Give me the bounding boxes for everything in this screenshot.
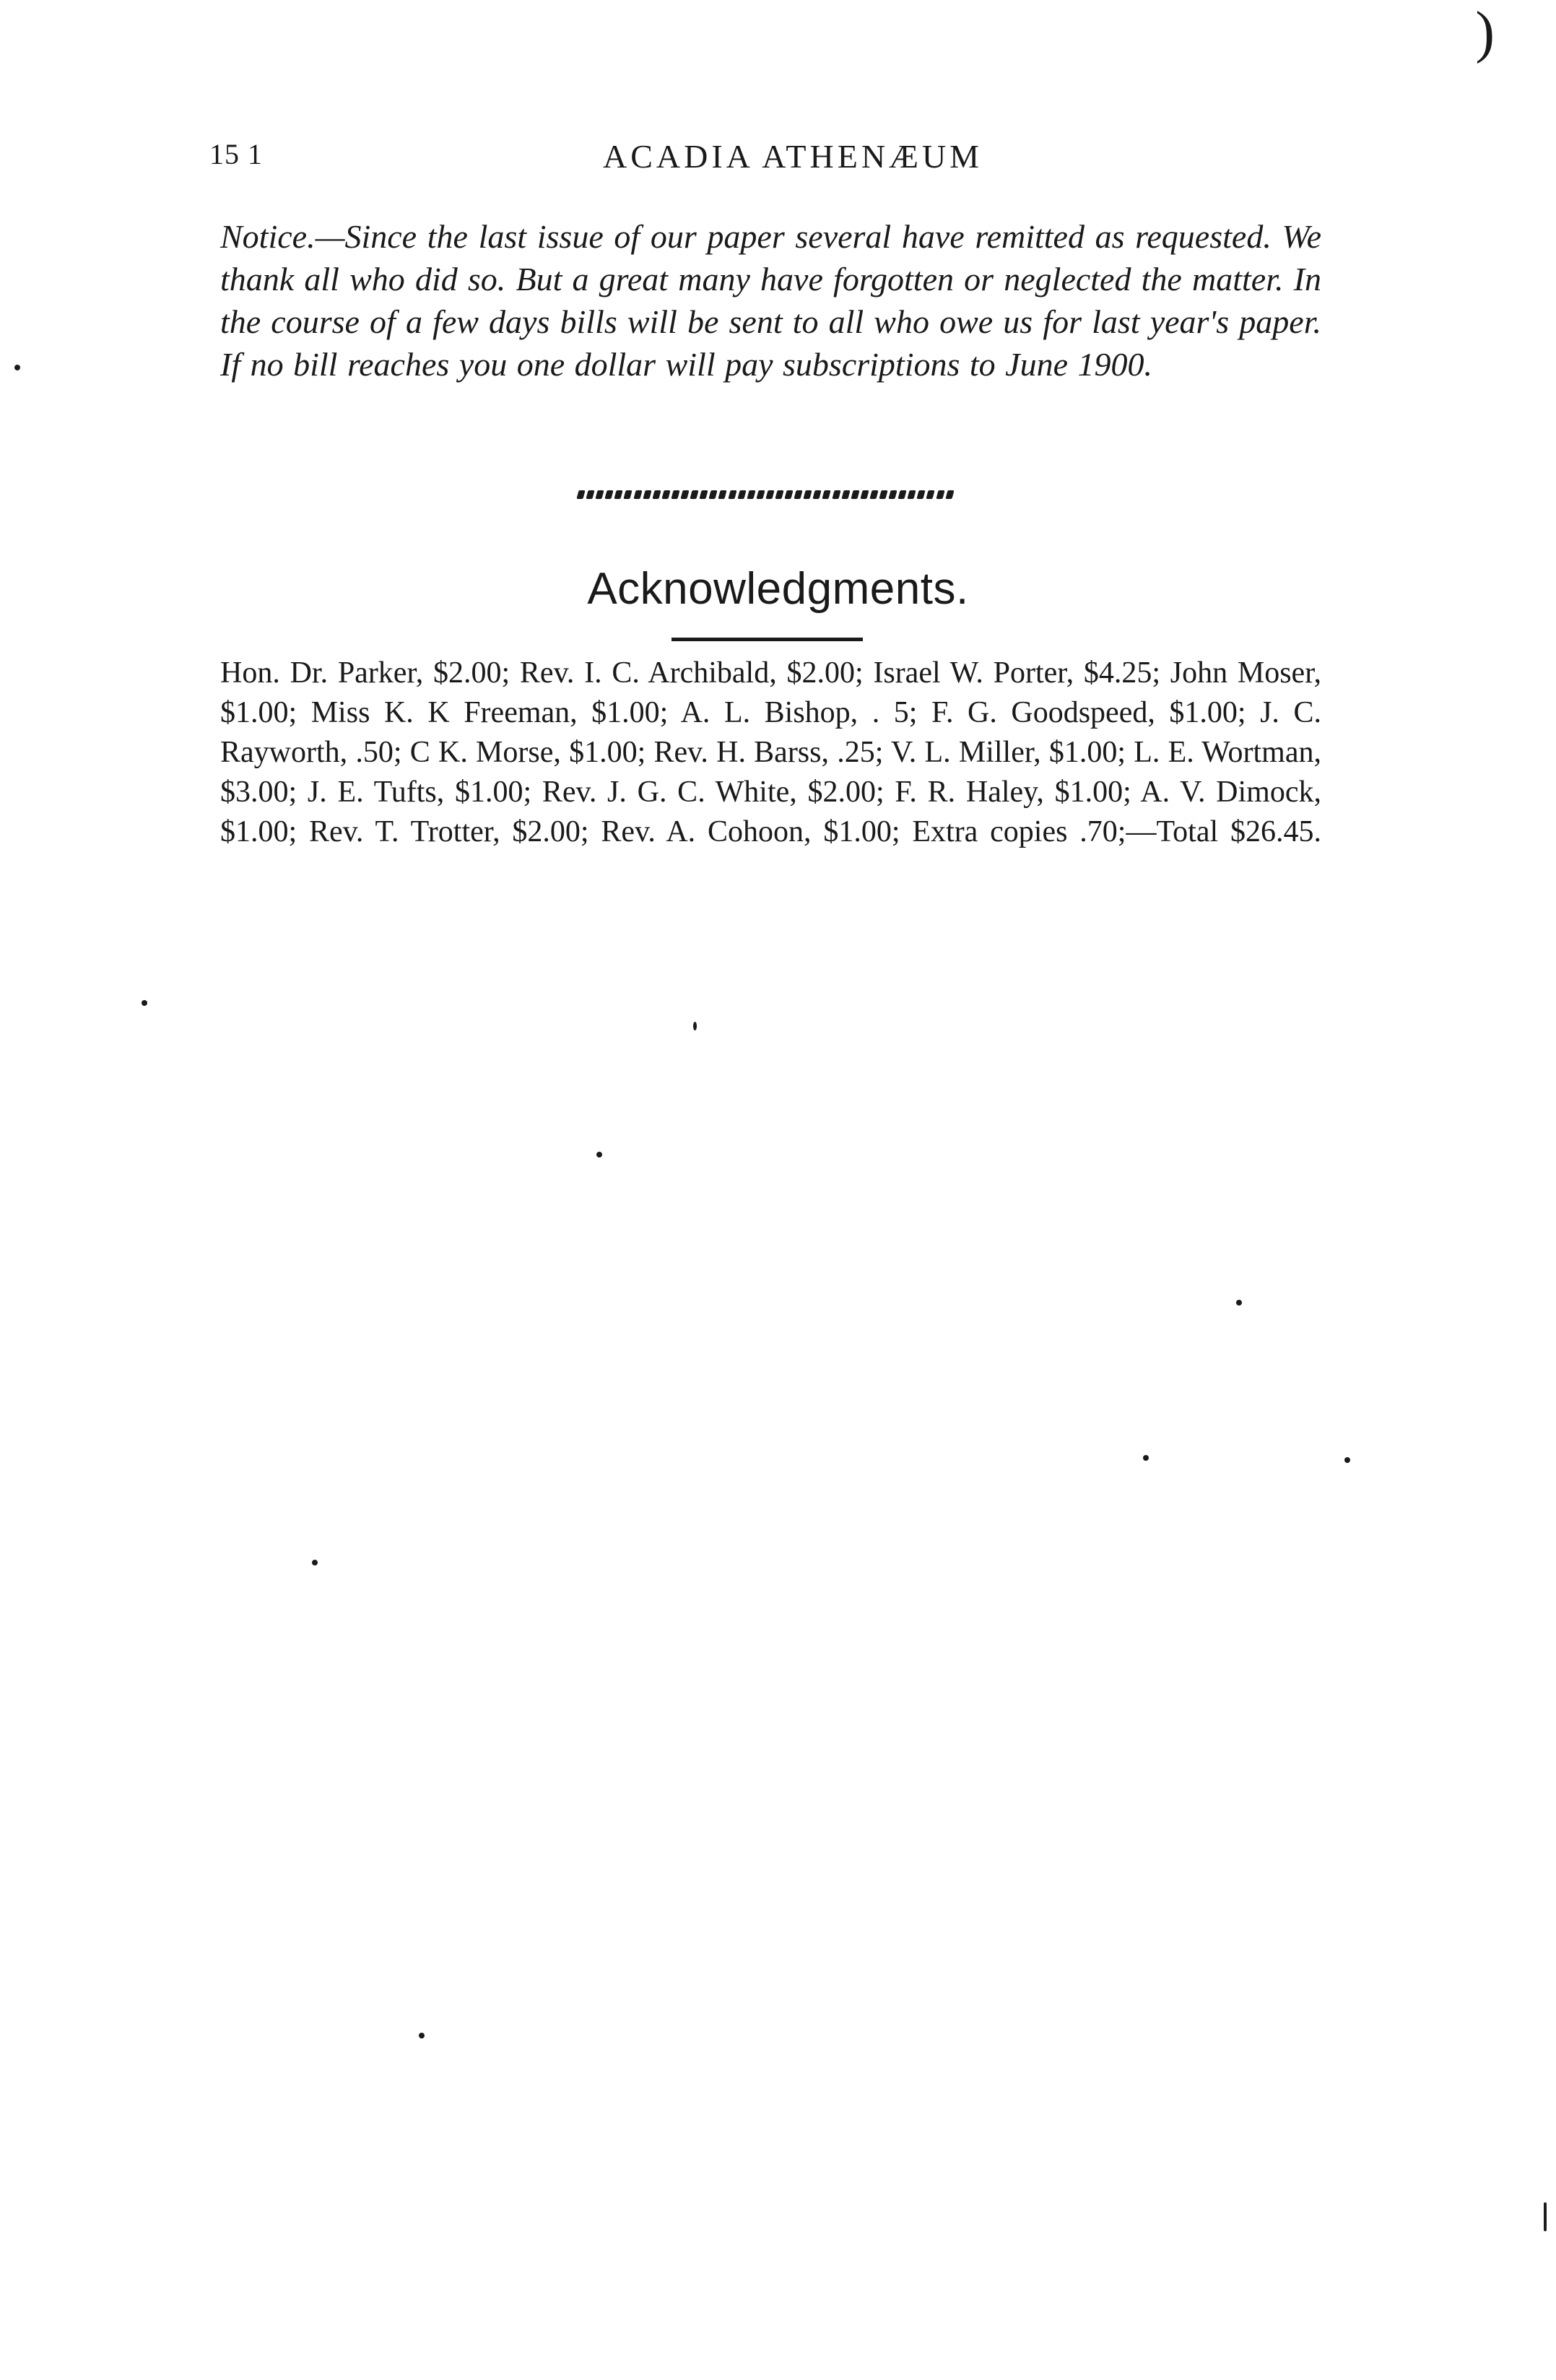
ornament-dot (898, 490, 907, 499)
ornament-dot (576, 490, 585, 499)
ornament-dot (841, 490, 850, 499)
ornament-dot (794, 490, 803, 499)
ornament-dot (728, 490, 736, 499)
ornament-dot (926, 490, 935, 499)
ornament-dot (747, 490, 755, 499)
heading-rule (671, 638, 863, 641)
ornament-dot (917, 490, 926, 499)
ornament-dot (643, 490, 651, 499)
ornament-dot (737, 490, 746, 499)
print-speck (1143, 1455, 1149, 1461)
acknowledgments-list: Hon. Dr. Parker, $2.00; Rev. I. C. Archibald, $2.00; Israel W. Porter, $4.25; John Moser, $1.00; Miss K. K Freeman, $1.00; A. L. Bishop, . 5; F. G. Goodspeed, $1.00; J. C. Rayworth, .50; C K. Morse, $1.00; Rev. H. Barss, .25; V. L. Miller, $1.00; L. E. Wortman, $3.00; J. E. Tufts, $1.00; Rev. J. G. C. White, $2.00; F. R. Haley, $1.00; A. V. Dimock, $1.00; Rev. T. Trotter, $2.00; Rev. A. Cohoon, $1.00; Extra copies .70;—Total $26.45. (220, 656, 1321, 848)
print-speck (14, 365, 20, 370)
margin-bracket-mark: ) (1475, 1, 1495, 64)
ornament-dot (813, 490, 822, 499)
print-speck (1344, 1457, 1350, 1463)
acknowledgments-heading: Acknowledgments. (587, 564, 969, 614)
notice-paragraph (220, 215, 1321, 386)
print-speck (142, 1000, 147, 1006)
page-header (209, 137, 1336, 181)
ornament-dot (671, 490, 679, 499)
ornament-dot (869, 490, 878, 499)
ornament-dot (775, 490, 783, 499)
ornament-dot (690, 490, 699, 499)
ornament-dot (936, 490, 944, 499)
ornament-dot (586, 490, 594, 499)
ornament-dot (709, 490, 718, 499)
ornament-dot (661, 490, 670, 499)
ornament-dot (680, 490, 689, 499)
ornament-dot (804, 490, 812, 499)
ornamental-divider (578, 480, 953, 509)
print-speck (693, 1022, 697, 1030)
ornament-dot (879, 490, 887, 499)
ornament-dot (596, 490, 604, 499)
ornament-dot (888, 490, 897, 499)
print-speck (596, 1152, 602, 1158)
ornament-dot (784, 490, 793, 499)
print-speck (1544, 2202, 1547, 2231)
ornament-dot (700, 490, 708, 499)
print-speck (1236, 1300, 1242, 1306)
ornament-dot (718, 490, 727, 499)
notice-text: —Since the last issue of our paper several have remitted as requested. We thank all who did so. But a great many have forgotten or neglected the matter. In the course of a few days bills will be sent to all who owe us for last year's paper. If no bill reaches you one dollar will pay subscriptions to June 1900. (220, 218, 1321, 383)
ornament-dot (822, 490, 831, 499)
ornament-dot (945, 490, 954, 499)
ornament-dot (756, 490, 765, 499)
print-speck (419, 2033, 425, 2038)
page-number: 15 1 (209, 138, 263, 170)
running-title: ACADIA ATHENÆUM (603, 138, 983, 175)
ornament-dot (851, 490, 859, 499)
ornament-dot (908, 490, 916, 499)
ornament-dot (765, 490, 774, 499)
notice-label: Notice. (220, 218, 316, 255)
ornament-dot (614, 490, 623, 499)
ornament-dot (633, 490, 642, 499)
ornament-dot (624, 490, 633, 499)
ornament-dot (605, 490, 614, 499)
ornament-dot (652, 490, 661, 499)
ornament-dot (860, 490, 869, 499)
ornament-dot (832, 490, 840, 499)
print-speck (312, 1560, 318, 1565)
